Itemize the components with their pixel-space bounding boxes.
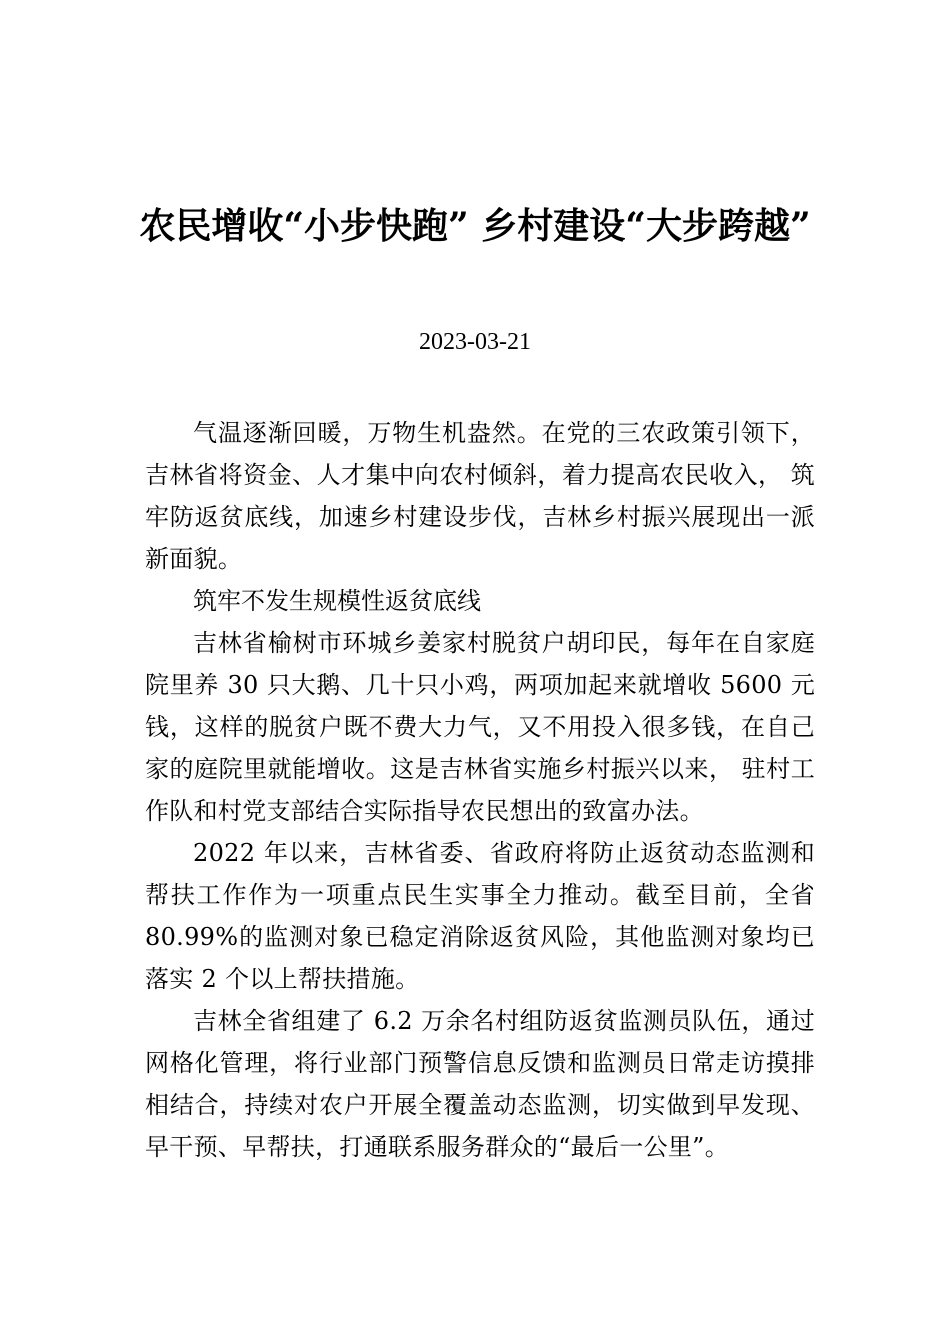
paragraph-monitoring: 吉林全省组建了 6.2 万余名村组防返贫监测员队伍，通过网格化管理，将行业部门预警信息反馈和监测员日常走访摸排相结合，持续对农户开展全覆盖动态监测，切实做到早发现、早干预、早帮扶，打通联系服务群众的“最后一公里”。 <box>145 1007 815 1161</box>
paragraph-intro: 气温逐渐回暖，万物生机盎然。在党的三农政策引领下，吉林省将资金、人才集中向农村倾斜，着力提高农民收入， 筑牢防返贫底线，加速乡村建设步伐，吉林乡村振兴展现出一派新面貌。 <box>145 419 815 573</box>
paragraph-example: 吉林省榆树市环城乡姜家村脱贫户胡印民，每年在自家庭院里养 30 只大鹅、几十只小鸡，两项加起来就增收 5600 元钱，这样的脱贫户既不费大力气，又不用投入很多钱，在自己家的庭院里就能增收。这是吉林省实施乡村振兴以来， 驻村工作队和村党支部结合实际指导农民想出的致富办法。 <box>145 629 815 825</box>
article-title: 农民增收“小步快跑” 乡村建设“大步跨越” <box>139 205 811 247</box>
paragraph-progress: 2022 年以来，吉林省委、省政府将防止返贫动态监测和帮扶工作作为一项重点民生实事全力推动。截至目前，全省 80.99%的监测对象已稳定消除返贫风险，其他监测对象均已落实 2 个以上帮扶措施。 <box>145 839 815 993</box>
section-heading: 筑牢不发生规模性返贫底线 <box>193 587 481 615</box>
article-date: 2023-03-21 <box>419 329 531 355</box>
article-body <box>145 412 815 1168</box>
